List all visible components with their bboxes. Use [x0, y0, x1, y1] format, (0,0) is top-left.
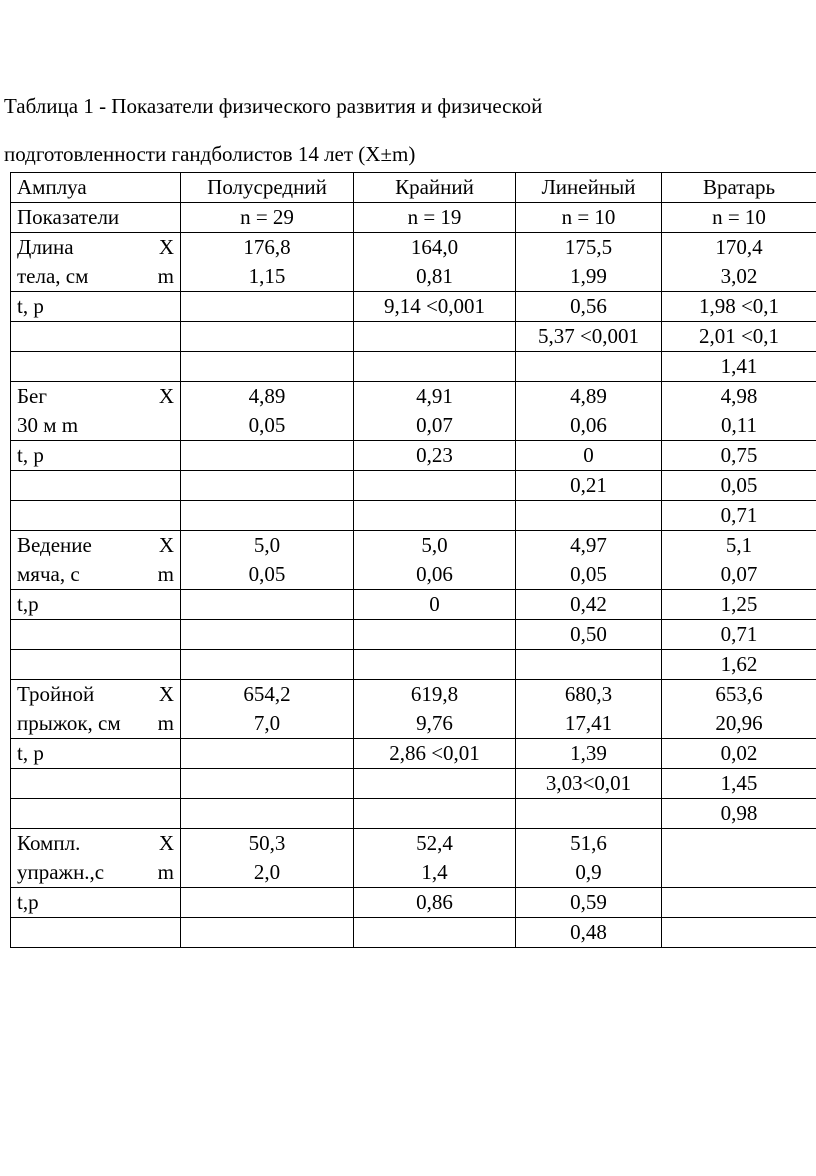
- metric-label-left: Длина: [17, 235, 74, 259]
- metric-row: [11, 531, 816, 590]
- metric-label-line: [17, 233, 174, 262]
- value-cell: [354, 531, 516, 590]
- value-cell: [354, 233, 516, 292]
- significance-cell: [181, 650, 354, 680]
- value-cell: [662, 382, 816, 441]
- value-cell: [516, 829, 662, 888]
- mean-value: 176,8: [243, 235, 291, 259]
- significance-cell: 0,75: [662, 441, 816, 471]
- significance-cell: 9,14 <0,001: [354, 292, 516, 322]
- error-value: 0,05: [248, 413, 286, 437]
- significance-cell: 0,86: [354, 888, 516, 918]
- error-value: 0,11: [721, 413, 757, 437]
- caption-line-1: Таблица 1 - Показатели физического развития и физической: [4, 94, 543, 118]
- significance-label-cell: [11, 471, 181, 501]
- mean-value: 50,3: [248, 831, 286, 855]
- mean-value: 51,6: [570, 831, 607, 855]
- metric-label-left: мяча, с: [17, 562, 80, 586]
- significance-row: [11, 620, 816, 650]
- metric-row: [11, 382, 816, 441]
- significance-cell: 0,21: [516, 471, 662, 501]
- metric-label-line: [17, 858, 174, 887]
- metric-label-left: упражн.,с: [17, 860, 105, 884]
- value-cell: [354, 829, 516, 888]
- significance-cell: [354, 650, 516, 680]
- header-row-counts: [11, 203, 816, 233]
- value-cell: [181, 382, 354, 441]
- metric-label-left: Компл.: [17, 831, 81, 855]
- significance-cell: [662, 888, 816, 918]
- significance-cell: [516, 799, 662, 829]
- significance-cell: [181, 918, 354, 948]
- mean-value: 653,6: [715, 682, 763, 706]
- significance-cell: [354, 501, 516, 531]
- significance-cell: 1,25: [662, 590, 816, 620]
- table-caption: [4, 82, 804, 178]
- mean-value: 5,1: [725, 533, 753, 557]
- significance-label-cell: [11, 918, 181, 948]
- error-value: 0,06: [570, 413, 607, 437]
- significance-cell: [181, 322, 354, 352]
- error-value: 2,0: [253, 860, 281, 884]
- significance-cell: 0,23: [354, 441, 516, 471]
- significance-row: [11, 322, 816, 352]
- significance-cell: 0,71: [662, 501, 816, 531]
- value-cell: [181, 531, 354, 590]
- metric-label-right: X: [158, 384, 174, 408]
- header-row-amplua: [11, 173, 816, 203]
- significance-cell: [354, 918, 516, 948]
- metric-label-line: [17, 680, 174, 709]
- significance-cell: 0: [516, 441, 662, 471]
- metric-row: [11, 233, 816, 292]
- error-value: 17,41: [564, 711, 613, 735]
- significance-cell: [516, 650, 662, 680]
- error-value: 1,4: [421, 860, 448, 884]
- metric-label-cell: [11, 829, 181, 888]
- metric-row: [11, 680, 816, 739]
- value-cell: [662, 680, 816, 739]
- significance-cell: 1,98 <0,1: [662, 292, 816, 322]
- significance-label-cell: [11, 799, 181, 829]
- header-cell: n = 10: [516, 203, 662, 233]
- significance-cell: [181, 888, 354, 918]
- header-cell: n = 19: [354, 203, 516, 233]
- significance-cell: [181, 441, 354, 471]
- value-cell: [354, 680, 516, 739]
- metric-label-line: [17, 262, 174, 291]
- significance-cell: 0,98: [662, 799, 816, 829]
- significance-label-cell: [11, 620, 181, 650]
- significance-cell: 0,02: [662, 739, 816, 769]
- metric-label-line: [17, 829, 174, 858]
- significance-label-cell: [11, 650, 181, 680]
- metric-label-line: [17, 382, 174, 411]
- mean-value: 619,8: [410, 682, 459, 706]
- header-cell: Вратарь: [662, 173, 816, 203]
- error-value: 20,96: [715, 711, 763, 735]
- significance-row: [11, 352, 816, 382]
- significance-cell: 0,48: [516, 918, 662, 948]
- value-cell: [516, 531, 662, 590]
- significance-cell: [354, 799, 516, 829]
- metric-label-left: Тройной: [17, 682, 95, 706]
- significance-cell: [181, 620, 354, 650]
- significance-label-cell: t, p: [11, 441, 181, 471]
- metric-label-cell: [11, 531, 181, 590]
- error-value: 0,9: [575, 860, 602, 884]
- significance-cell: [181, 352, 354, 382]
- error-value: 7,0: [253, 711, 281, 735]
- metric-label-left: Бег: [17, 384, 47, 408]
- significance-row: [11, 769, 816, 799]
- metric-label-left: Ведение: [17, 533, 92, 557]
- value-cell: [181, 829, 354, 888]
- metric-label-left: прыжок, см: [17, 711, 121, 735]
- metric-label-right: X: [158, 682, 174, 706]
- significance-row: [11, 501, 816, 531]
- significance-cell: 2,01 <0,1: [662, 322, 816, 352]
- value-cell: [354, 382, 516, 441]
- significance-cell: 3,03<0,01: [516, 769, 662, 799]
- significance-cell: [181, 471, 354, 501]
- value-cell: [516, 680, 662, 739]
- mean-value: 5,0: [253, 533, 281, 557]
- error-value: 0,05: [248, 562, 286, 586]
- header-cell: n = 29: [181, 203, 354, 233]
- value-cell: [181, 680, 354, 739]
- significance-row: [11, 918, 816, 948]
- metric-label-cell: [11, 233, 181, 292]
- value-cell: [662, 531, 816, 590]
- significance-cell: 0,71: [662, 620, 816, 650]
- significance-cell: [181, 501, 354, 531]
- error-value: 0,05: [570, 562, 607, 586]
- metric-label-right: X: [158, 831, 174, 855]
- significance-cell: 0,05: [662, 471, 816, 501]
- mean-value: 5,0: [421, 533, 448, 557]
- significance-label-cell: t,p: [11, 888, 181, 918]
- significance-row: [11, 441, 816, 471]
- error-value: 0,06: [416, 562, 453, 586]
- significance-cell: [181, 739, 354, 769]
- significance-cell: [354, 352, 516, 382]
- metric-label-cell: [11, 680, 181, 739]
- mean-value: 654,2: [243, 682, 291, 706]
- significance-cell: 0,56: [516, 292, 662, 322]
- significance-row: [11, 799, 816, 829]
- significance-label-cell: [11, 322, 181, 352]
- significance-label-cell: t, p: [11, 739, 181, 769]
- value-cell: [516, 382, 662, 441]
- value-cell: [516, 233, 662, 292]
- mean-value: 170,4: [715, 235, 763, 259]
- mean-value: 4,98: [720, 384, 758, 408]
- metric-label-line: [17, 531, 174, 560]
- metric-label-line: [17, 560, 174, 589]
- significance-cell: 0: [354, 590, 516, 620]
- significance-cell: 1,39: [516, 739, 662, 769]
- significance-row: [11, 739, 816, 769]
- significance-cell: [516, 352, 662, 382]
- header-cell: Амплуа: [11, 173, 181, 203]
- significance-cell: 1,41: [662, 352, 816, 382]
- error-value: 1,99: [570, 264, 607, 288]
- mean-value: 4,89: [570, 384, 607, 408]
- significance-label-cell: [11, 352, 181, 382]
- significance-label-cell: t,p: [11, 590, 181, 620]
- significance-row: [11, 650, 816, 680]
- significance-cell: 1,62: [662, 650, 816, 680]
- error-value: 0,07: [720, 562, 758, 586]
- mean-value: 4,89: [248, 384, 286, 408]
- mean-value: 52,4: [416, 831, 453, 855]
- error-value: 0,81: [416, 264, 453, 288]
- mean-value: 4,91: [416, 384, 453, 408]
- error-value: 9,76: [416, 711, 453, 735]
- metric-row: [11, 829, 816, 888]
- caption-line-2: подготовленности гандболистов 14 лет (X±m): [4, 142, 416, 166]
- metric-label-right: m: [157, 562, 174, 586]
- significance-cell: [181, 590, 354, 620]
- mean-value: 4,97: [570, 533, 607, 557]
- metric-label-right: m: [157, 264, 174, 288]
- metric-label-line: [17, 709, 174, 738]
- value-cell: [181, 233, 354, 292]
- significance-cell: [354, 620, 516, 650]
- error-value: 0,07: [416, 413, 453, 437]
- significance-cell: 1,45: [662, 769, 816, 799]
- error-value: 3,02: [720, 264, 758, 288]
- significance-row: [11, 888, 816, 918]
- significance-cell: 5,37 <0,001: [516, 322, 662, 352]
- metric-label-right: m: [157, 711, 174, 735]
- significance-cell: [181, 769, 354, 799]
- header-cell: Линейный: [516, 173, 662, 203]
- significance-cell: 2,86 <0,01: [354, 739, 516, 769]
- metric-label-left: тела, см: [17, 264, 89, 288]
- significance-cell: [662, 918, 816, 948]
- data-table: [10, 172, 816, 948]
- significance-cell: [354, 769, 516, 799]
- metric-label-cell: [11, 382, 181, 441]
- metric-label-right: m: [157, 860, 174, 884]
- significance-cell: 0,42: [516, 590, 662, 620]
- significance-label-cell: t, p: [11, 292, 181, 322]
- header-cell: n = 10: [662, 203, 816, 233]
- significance-label-cell: [11, 501, 181, 531]
- significance-row: [11, 471, 816, 501]
- metric-label-right: X: [158, 235, 174, 259]
- header-cell: Полусредний: [181, 173, 354, 203]
- table-body: [11, 173, 816, 948]
- header-cell: Крайний: [354, 173, 516, 203]
- mean-value: 680,3: [564, 682, 613, 706]
- significance-cell: [354, 322, 516, 352]
- mean-value: 164,0: [410, 235, 459, 259]
- metric-label-line: [17, 411, 174, 440]
- header-cell: Показатели: [11, 203, 181, 233]
- metric-label-left: 30 м m: [17, 413, 79, 437]
- mean-value: 175,5: [564, 235, 613, 259]
- value-cell: [662, 233, 816, 292]
- value-cell: [662, 829, 816, 888]
- significance-cell: 0,50: [516, 620, 662, 650]
- significance-row: [11, 590, 816, 620]
- error-value: 1,15: [248, 264, 286, 288]
- significance-cell: [181, 799, 354, 829]
- significance-cell: [516, 501, 662, 531]
- significance-label-cell: [11, 769, 181, 799]
- significance-cell: [181, 292, 354, 322]
- significance-cell: 0,59: [516, 888, 662, 918]
- significance-row: [11, 292, 816, 322]
- metric-label-right: X: [158, 533, 174, 557]
- significance-cell: [354, 471, 516, 501]
